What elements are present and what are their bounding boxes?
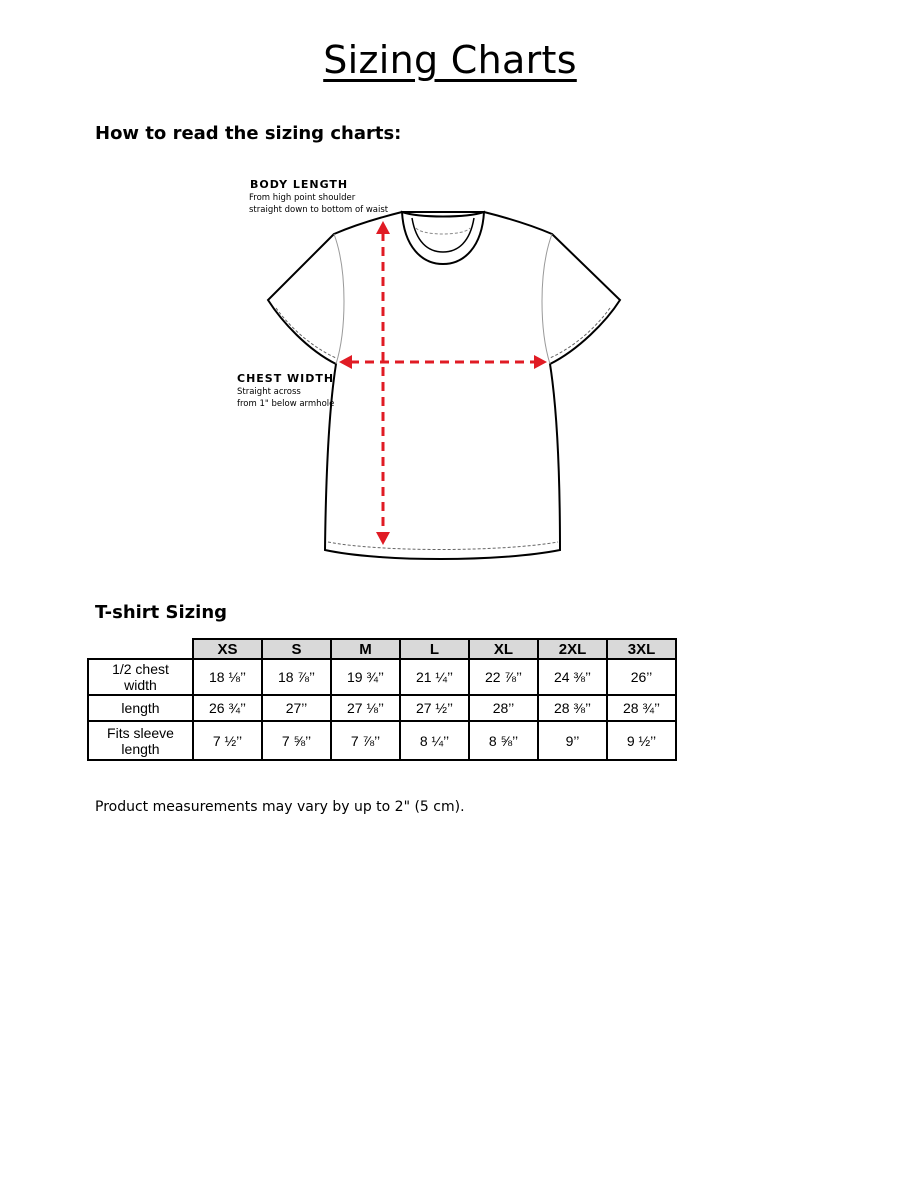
size-header-row	[88, 639, 676, 659]
row-label	[88, 659, 193, 695]
body-length-label: BODY LENGTH	[250, 178, 349, 191]
table-cell: 7 ⅞’’	[331, 721, 400, 760]
chest-width-label: CHEST WIDTH	[237, 372, 335, 385]
size-header: L	[400, 639, 469, 659]
table-cell: 7 ⅝’’	[262, 721, 331, 760]
tshirt-sizing-heading: T-shirt Sizing	[95, 602, 228, 623]
table-corner	[88, 639, 193, 659]
row-label-line: width	[124, 677, 157, 693]
size-header: 3XL	[607, 639, 676, 659]
table-row	[88, 721, 676, 760]
table-cell: 24 ⅜’’	[538, 659, 607, 695]
row-label-line: Fits sleeve	[107, 724, 174, 741]
table-cell: 26’’	[607, 659, 676, 695]
table-cell: 7 ½’’	[193, 721, 262, 760]
table-cell: 19 ¾’’	[331, 659, 400, 695]
table-cell: 27’’	[262, 695, 331, 721]
table-cell: 22 ⅞’’	[469, 659, 538, 695]
size-header: S	[262, 639, 331, 659]
table-cell: 28 ⅜’’	[538, 695, 607, 721]
table-row	[88, 659, 676, 695]
table-cell: 9 ½’’	[607, 721, 676, 760]
row-label-line: length	[121, 740, 160, 757]
body-length-desc-1: From high point shoulder	[249, 193, 356, 203]
table-cell: 21 ¼’’	[400, 659, 469, 695]
how-to-read-heading: How to read the sizing charts:	[95, 123, 402, 144]
body-length-desc-2: straight down to bottom of waist	[249, 205, 389, 215]
tshirt-illustration	[230, 172, 630, 567]
size-header: XL	[469, 639, 538, 659]
row-label	[88, 695, 193, 721]
measurement-note: Product measurements may vary by up to 2" (5 cm).	[95, 799, 465, 815]
table-cell: 28 ¾’’	[607, 695, 676, 721]
table-cell: 26 ¾’’	[193, 695, 262, 721]
size-header: 2XL	[538, 639, 607, 659]
page-title: Sizing Charts	[323, 38, 577, 82]
size-table	[87, 638, 677, 761]
table-cell: 18 ⅛’’	[193, 659, 262, 695]
table-cell: 9’’	[538, 721, 607, 760]
row-label	[88, 721, 193, 760]
table-cell: 27 ⅛’’	[331, 695, 400, 721]
table-cell: 18 ⅞’’	[262, 659, 331, 695]
table-cell: 27 ½’’	[400, 695, 469, 721]
size-header: M	[331, 639, 400, 659]
size-header: XS	[193, 639, 262, 659]
chest-width-desc-1: Straight across	[237, 387, 301, 397]
row-label-line: length	[121, 700, 160, 716]
tshirt-measurement-diagram	[230, 172, 630, 567]
table-cell: 8 ⅝’’	[469, 721, 538, 760]
table-cell: 8 ¼’’	[400, 721, 469, 760]
table-cell: 28’’	[469, 695, 538, 721]
row-label-line: 1/2 chest	[112, 661, 169, 677]
table-row	[88, 695, 676, 721]
chest-width-desc-2: from 1" below armhole	[237, 399, 335, 409]
